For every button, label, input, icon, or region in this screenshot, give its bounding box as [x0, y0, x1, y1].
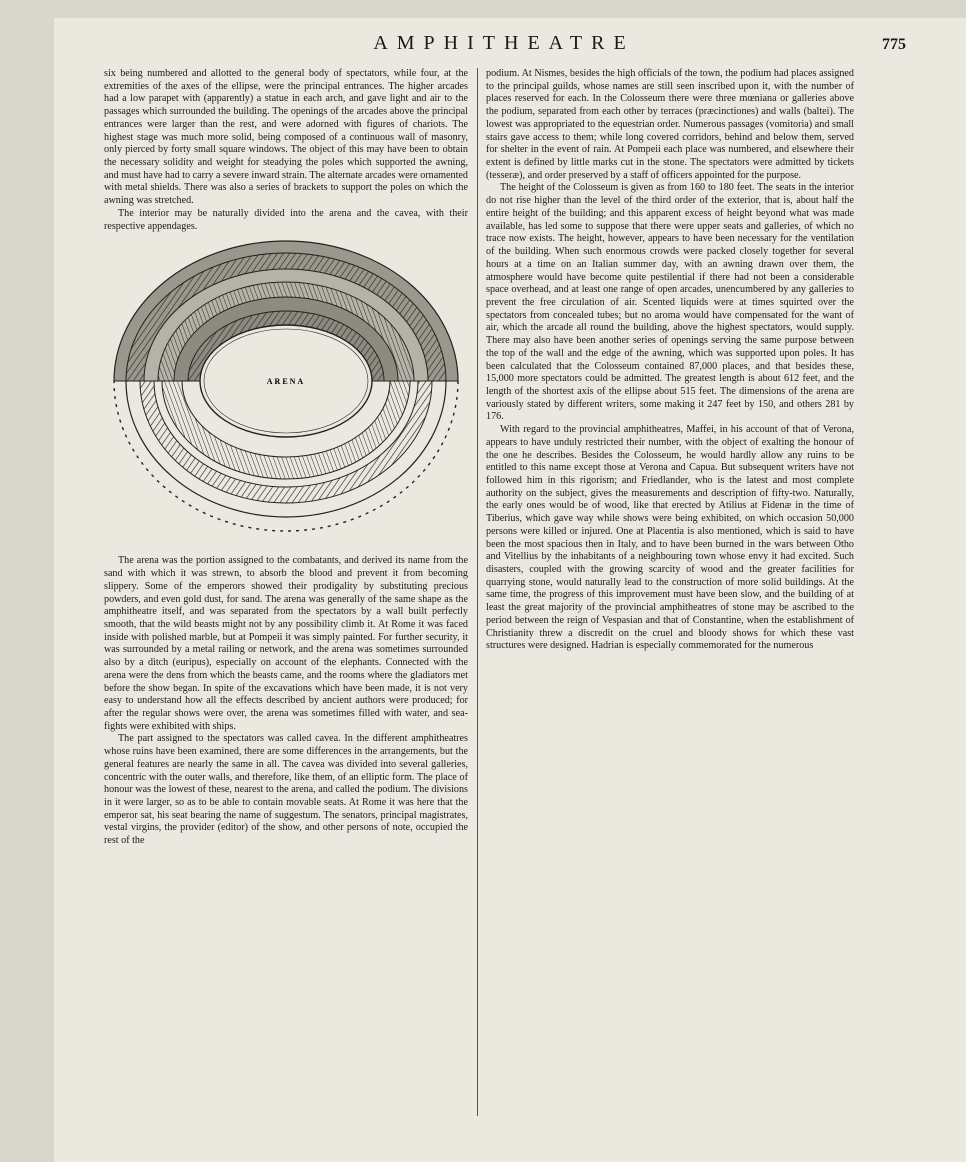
- right-paragraph-2: The height of the Colosseum is given as from 160 to 180 feet. The seats in the interior do not rise higher than the level of the third order of the exterior, that is, about half the entire height of the building; and this apparent excess of height beyond what was made available, has led some to suppose that there were upper seats and galleries, of which no trace now exists. The height, however, appears to have been necessary for the ventilation of the building. When such enormous crowds were packed closely together for several hours at a time on an Italian summer day, with an awning drawn over them, the atmosphere would have become quite pestilential if there had not been a considerable space overhead, and at least one range of open arcades, unencumbered by any galleries to prevent the free circulation of air. Scented liquids were at times squirted over the spectators from concealed tubes; but no aroma would have compensated for the want of air, which the arcade all round the building, above the highest spectators, would supply. There may also have been another series of openings serving the same purpose between the top of the wall and the edge of the awning, which was supported upon poles. It has been calculated that the Colosseum contained 87,000 places, and that besides these, 15,000 more spectators could be admitted. The greatest length is about 612 feet, and the length of the shortest axis of the ellipse about 515 feet. The dimensions of the arena are variously stated by different writers, some making it 247 feet by 150, and others 281 by 176.: [486, 182, 854, 423]
- running-title: AMPHITHEATRE: [373, 32, 635, 54]
- right-paragraph-1: podium. At Nismes, besides the high officials of the town, the podium had places assigned to the principal guilds, whose names are still seen inscribed upon it, with the number of places reserved for each. In the Colosseum there were three mœniana or galleries above the podium, separated from each other by terraces (præcinctiones) and walls (baltei). The lowest was appropriated to the equestrian order. Numerous passages (vomitoria) and small stairs gave access to them; while long covered corridors, behind and below them, served for shelter in the event of rain. At Pompeii each place was numbered, and elsewhere their extent is defined by little marks cut in the stone. The spectators were admitted by tickets (tesseræ), and order preserved by a staff of officers appointed for the purpose.: [486, 68, 854, 181]
- book-page: [54, 18, 966, 1162]
- left-column: [104, 68, 468, 848]
- arena-label: ARENA: [266, 377, 306, 387]
- amphitheatre-plan-illustration: [104, 239, 468, 551]
- left-paragraph-1: six being numbered and allotted to the general body of spectators, while four, at the extremities of the axes of the ellipse, were the principal entrances. The higher arcades had a low parapet with (apparently) a statue in each arch, and gave light and air to the passages which surrounded the building. The openings of the arcades above the principal entrances were larger than the rest, and were adorned with figures of chariots. The highest stage was much more solid, being composed of a continuous wall of masonry, only pierced by forty small square windows. The object of this may have been to obtain the necessary solidity and weight for steadying the poles which supported the awning, and must have had to carry a severe inward strain. The alternate arcades were ornamented with metal shields. There was also a series of brackets to support the poles on which the awning was stretched.: [104, 68, 468, 207]
- column-divider: [477, 68, 478, 1116]
- amphitheatre-plan-figure: [104, 239, 468, 551]
- left-paragraph-3: The arena was the portion assigned to the combatants, and derived its name from the sand with which it was strewn, to absorb the blood and prevent it from becoming slippery. Some of the emperors showed their prodigality by substituting precious powders, and even gold dust, for sand. The arena was generally of the same shape as the amphitheatre itself, and was separated from the spectators by a wall built perfectly smooth, that the wild beasts might not by any possibility climb it. At Rome it was faced inside with polished marble, but at Pompeii it was simply painted. For further security, it was surrounded by a metal railing or network, and the arena was sometimes surrounded also by a ditch (euripus), especially on account of the elephants. Connected with the arena were the dens from which the beasts came, and the rooms where the gladiators met before the show began. In spite of the excavations which have been made, it is not very easy to understand how all the effects described by ancient authors were produced; for after the regular shows were over, the arena was sometimes filled with water, and sea-fights were exhibited with ships.: [104, 555, 468, 732]
- left-paragraph-4: The part assigned to the spectators was called cavea. In the different amphitheatres whose ruins have been examined, there are some differences in the arrangements, but the general features are nearly the same in all. The cavea was divided into several galleries, concentric with the outer walls, and therefore, like them, of an elliptic form. The place of honour was the lowest of these, nearest to the arena, and called the podium. The divisions in it were larger, so as to be able to contain movable seats. At Rome it was here that the emperor sat, his seat bearing the name of suggestum. The senators, principal magistrates, vestal virgins, the provider (editor) of the show, and other persons of note, occupied the rest of the: [104, 733, 468, 847]
- page-number: 775: [882, 36, 906, 53]
- left-paragraph-2: The interior may be naturally divided into the arena and the cavea, with their respective appendages.: [104, 207, 468, 232]
- right-paragraph-3: With regard to the provincial amphitheatres, Maffei, in his account of that of Verona, appears to have unduly restricted their number, with the object of exalting the honour of the one he describes. Besides the Colosseum, he would hardly allow any ruins to be entitled to this name except those at Verona and Capua. But subsequent writers have not followed him in this rigorism; and Friedlander, who is the latest and most complete authority on the subject, gives the measurements and description of fifty-two. Naturally, the early ones would be of wood, like that erected by Atilius at Fidenæ in the time of Tiberius, which gave way while shows were being exhibited, on which occasion 50,000 persons were killed or injured. One at Placentia is also mentioned, which is said to have been the most spacious then in Italy, and to have been burned in the wars between Otho and Vitellius by the inhabitants of a neighbouring town whose envy it had excited. Such disasters, coupled with the growing scarcity of wood and the greater facilities for quarrying stone, would naturally lead to the construction of more solid buildings. At the same time, the progress of this improvement must have been slow, and the building of at least the great majority of the provincial amphitheatres of stone may be ascribed to the period between the reign of Vespasian and that of Constantine, when the establishment of Christianity threw a discredit on the cruel and bloody shows for which these vast structures were designed. Hadrian is especially commemorated for the numerous: [486, 424, 854, 652]
- right-column: [486, 68, 854, 653]
- page-header: [104, 32, 904, 62]
